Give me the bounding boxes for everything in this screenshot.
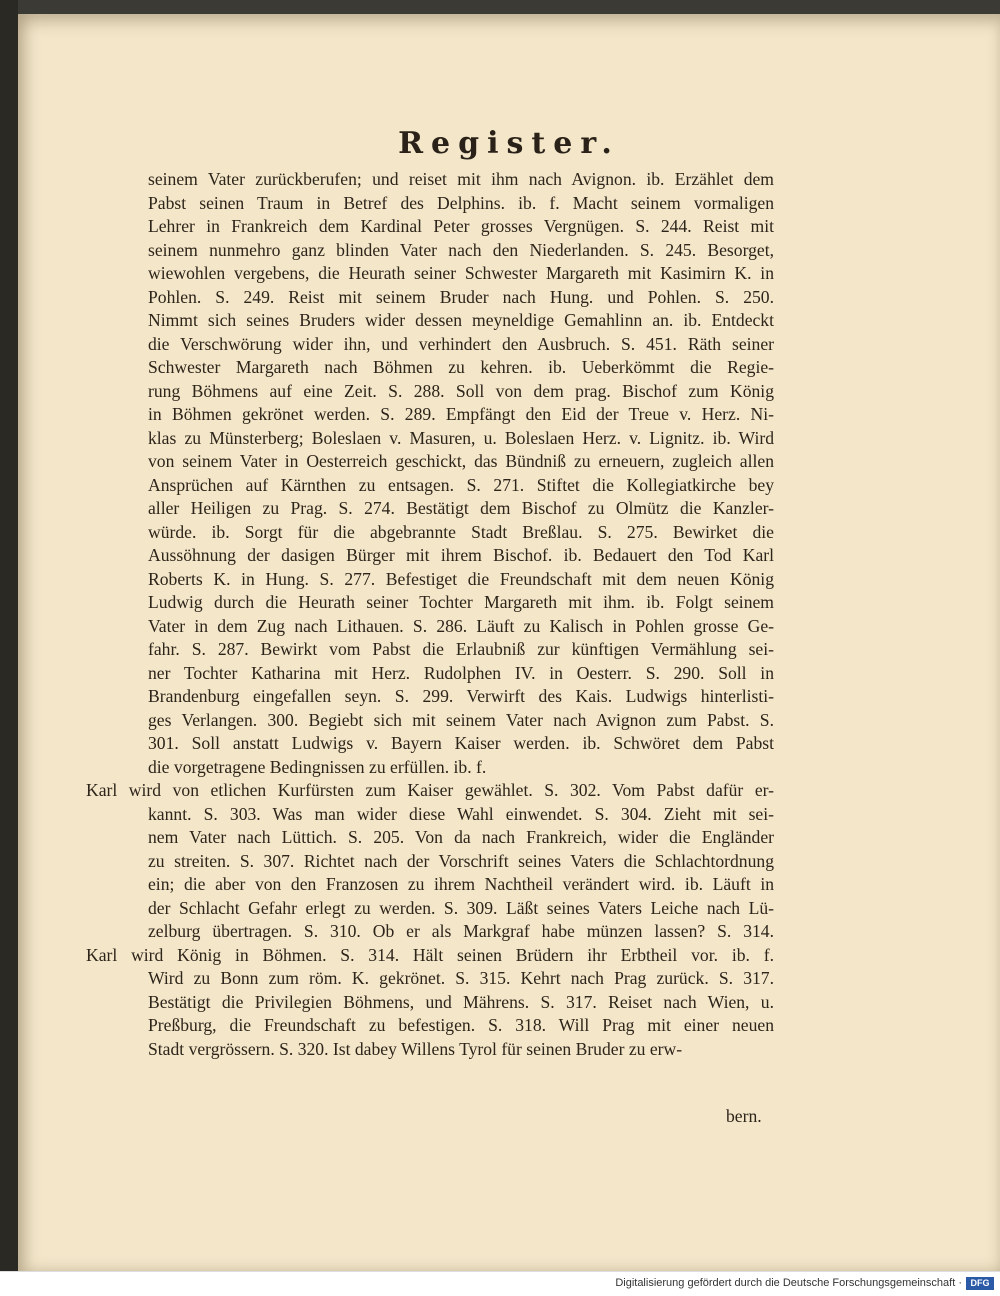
text-line: seinem nunmehro ganz blinden Vater nach den Niederlanden. S. 245. Besorget, — [148, 239, 774, 260]
text-line: Lehrer in Frankreich dem Kardinal Peter grosses Vergnügen. S. 244. Reist mit — [148, 216, 774, 236]
text-line: Nimmt sich seines Bruders wider dessen meyneldige Gemahlinn an. ib. Entdeckt — [148, 310, 774, 330]
scan-left-edge — [0, 0, 18, 1271]
digitization-footer — [0, 1271, 1000, 1296]
text-line: Aussöhnung der dasigen Bürger mit ihrem Bischof. ib. Bedauert den Tod Karl — [148, 545, 774, 565]
text-line: Wird zu Bonn zum röm. K. gekrönet. S. 315. Kehrt nach Prag zurück. S. 317. — [148, 968, 774, 988]
text-line: Brandenburg eingefallen seyn. S. 299. Verwirft des Kais. Ludwigs hinterlisti- — [148, 686, 774, 706]
text-line: Pabst seinen Traum in Betref des Delphins. ib. f. Macht seinem vormaligen — [148, 192, 774, 213]
text-line: klas zu Münsterberg; Boleslaen v. Masuren, u. Boleslaen Herz. v. Lignitz. ib. Wird — [148, 427, 774, 448]
text-line: von seinem Vater in Oesterreich geschickt, das Bündniß zu erneuern, zugleich allen — [148, 451, 774, 471]
text-line: Ludwig durch die Heurath seiner Tochter Margareth mit ihm. ib. Folgt seinem — [148, 592, 774, 612]
text-line: Karl wird von etlichen Kurfürsten zum Kaiser gewählet. S. 302. Vom Pabst dafür er- — [86, 780, 774, 800]
text-line: nem Vater nach Lüttich. S. 205. Von da nach Frankreich, wider die Engländer — [148, 827, 774, 847]
text-line: Preßburg, die Freundschaft zu befestigen. S. 318. Will Prag mit einer neuen — [148, 1015, 774, 1035]
text-line: die vorgetragene Bedingnissen zu erfüllen. ib. f. — [148, 756, 487, 777]
text-line: Vater in dem Zug nach Lithauen. S. 286. Läuft zu Kalisch in Pohlen grosse Ge- — [148, 615, 774, 636]
dfg-logo-icon: DFG — [966, 1277, 994, 1290]
text-line: fahr. S. 287. Bewirkt vom Pabst die Erlaubniß zur künftigen Vermählung sei- — [148, 639, 774, 659]
text-line: Schwester Margareth nach Böhmen zu kehren. ib. Ueberkömmt die Regie- — [148, 357, 774, 377]
text-line: Karl wird König in Böhmen. S. 314. Hält seinen Brüdern ihr Erbtheil vor. ib. f. — [86, 944, 774, 965]
text-line: kannt. S. 303. Was man wider diese Wahl einwendet. S. 304. Zieht mit sei- — [148, 803, 774, 824]
text-line: Roberts K. in Hung. S. 277. Befestiget die Freundschaft mit dem neuen König — [148, 568, 774, 589]
text-line: ges Verlangen. 300. Begiebt sich mit seinem Vater nach Avignon zum Pabst. S. — [148, 709, 774, 730]
text-line: Ansprüchen auf Kärnthen zu entsagen. S. 271. Stiftet die Kollegiatkirche bey — [148, 474, 774, 495]
text-line: in Böhmen gekrönet werden. S. 289. Empfängt den Eid der Treue v. Herz. Ni- — [148, 404, 774, 424]
funding-credit: Digitalisierung gefördert durch die Deutsche Forschungsgemeinschaft · — [615, 1277, 962, 1289]
text-line: ner Tochter Katharina mit Herz. Rudolphen IV. in Oesterr. S. 290. Soll in — [148, 662, 774, 683]
page-title: Register. — [398, 126, 620, 161]
text-line: zelburg übertragen. S. 310. Ob er als Markgraf habe münzen lassen? S. 314. — [148, 921, 774, 941]
catchword: bern. — [726, 1106, 762, 1126]
book-page — [18, 14, 1000, 1271]
text-line: der Schlacht Gefahr erlegt zu werden. S. 309. Läßt seines Vaters Leiche nach Lü- — [148, 897, 774, 918]
text-line: Pohlen. S. 249. Reist mit seinem Bruder nach Hung. und Pohlen. S. 250. — [148, 286, 774, 307]
text-line: seinem Vater zurückberufen; und reiset mit ihm nach Avignon. ib. Erzählet dem — [148, 169, 774, 189]
text-line: die Verschwörung wider ihn, und verhindert den Ausbruch. S. 451. Räth seiner — [148, 333, 774, 354]
text-line: würde. ib. Sorgt für die abgebrannte Stadt Breßlau. S. 275. Bewirket die — [148, 521, 774, 542]
text-line: ein; die aber von den Franzosen zu ihrem Nachtheil verändert wird. ib. Läuft in — [148, 874, 774, 894]
text-line: zu streiten. S. 307. Richtet nach der Vorschrift seines Vaters die Schlachtordnung — [148, 850, 774, 871]
text-line: rung Böhmens auf eine Zeit. S. 288. Soll von dem prag. Bischof zum König — [148, 380, 774, 401]
text-line: wiewohlen vergebens, die Heurath seiner Schwester Margareth mit Kasimirn K. in — [148, 263, 774, 283]
text-line: Stadt vergrössern. S. 320. Ist dabey Willens Tyrol für seinen Bruder zu erw- — [148, 1038, 683, 1059]
text-line: 301. Soll anstatt Ludwigs v. Bayern Kaiser werden. ib. Schwöret dem Pabst — [148, 733, 774, 753]
text-line: Bestätigt die Privilegien Böhmens, und Mährens. S. 317. Reiset nach Wien, u. — [148, 991, 774, 1012]
text-line: aller Heiligen zu Prag. S. 274. Bestätigt dem Bischof zu Olmütz die Kanzler- — [148, 498, 774, 518]
